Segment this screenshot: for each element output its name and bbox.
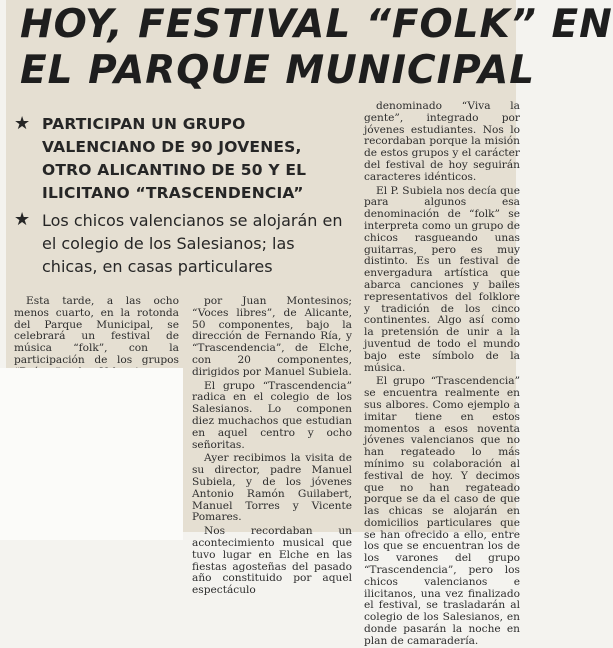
paragraph: por Juan Montesinos; “Voces libres”, de Alicante, 50 componentes, bajo la dirección de Fernando Ría, y “Trascendencia”, de Elche, con 20 componentes, dirigidos por Manuel Subiela. — [192, 295, 352, 378]
star-icon: ★ — [14, 113, 31, 134]
article-column-2 — [192, 296, 352, 597]
deck-item-groups — [12, 113, 354, 205]
blank-corner — [0, 368, 183, 540]
deck-item-lodging-text: Los chicos valencianos se alojarán en el colegio de los Salesianos; las chicas, en casas particulares — [42, 211, 343, 276]
deck-item-lodging — [12, 209, 354, 278]
headline-line-2: EL PARQUE MUNICIPAL — [20, 48, 536, 93]
paragraph: Esta tarde, a las ocho menos cuarto, en la rotonda del Parque Municipal, se celebrará un festival de música “folk”, con la participación de los grupos — [14, 295, 179, 366]
paragraph: Nos recordaban un acontecimiento musical que tuvo lugar en Elche en las fiestas agosteñas del pasado año constituido por aquel espectáculo — [192, 525, 352, 597]
star-icon: ★ — [14, 209, 31, 230]
headline-line-1: HOY, FESTIVAL “FOLK” EN — [20, 2, 613, 47]
paragraph: El grupo “Trascendencia” se encuentra realmente en sus albores. Como ejemplo a imitar tiene en estos momentos a esos noventa jóvenes valencianos que no han regateado lo más mínimo su colaboración al festival de hoy. Y decimos que no han regateado porque se da el caso de que las chicas se alojarán en domicilios particulares que se han ofrecido a ello, entre los que se encuentran los de los varones del grupo “Trascendencia”, pero los chicos valencianos e ilicitanos, una vez finalizado el festival, se trasladarán al colegio de los Salesianos, en donde pasarán la noche en plan de camaradería. — [364, 375, 520, 647]
deck-item-groups-text: PARTICIPAN UN GRUPO VALENCIANO DE 90 JOVENES, OTRO ALICANTINO DE 50 Y EL ILICITANO “TRASCENDENCIA” — [42, 115, 307, 202]
paragraph: Ayer recibimos la visita de su director, padre Manuel Subiela, y de los jóvenes Antonio Ramón Guilabert, Manuel Torres y Vicente Pomares. — [192, 452, 352, 524]
paragraph: denominado “Viva la gente”, integrado por jóvenes estudiantes. Nos lo recordaban porque la misión de estos grupos y el carácter del festival de hoy seguirán caracteres idénticos. — [364, 100, 520, 183]
article-column-3 — [364, 101, 520, 648]
subheadline-deck — [12, 113, 354, 278]
paragraph: El grupo “Trascendencia” radica en el colegio de los Salesianos. Lo componen diez muchachos que estudian en aquel centro y ocho señoritas. — [192, 379, 352, 451]
paragraph: El P. Subiela nos decía que para algunos esa denominación de “folk” se interpreta como un grupo de chicos rasgueando unas guitarras, pero es muy distinto. Es un festival de envergadura artística que abarca canciones y bailes representativos del folklore y tradición de los cinco continentes. Algo así como la pretensión de unir a la juventud de todo el mundo bajo este símbolo de la música. — [364, 184, 520, 374]
headline — [20, 2, 613, 94]
